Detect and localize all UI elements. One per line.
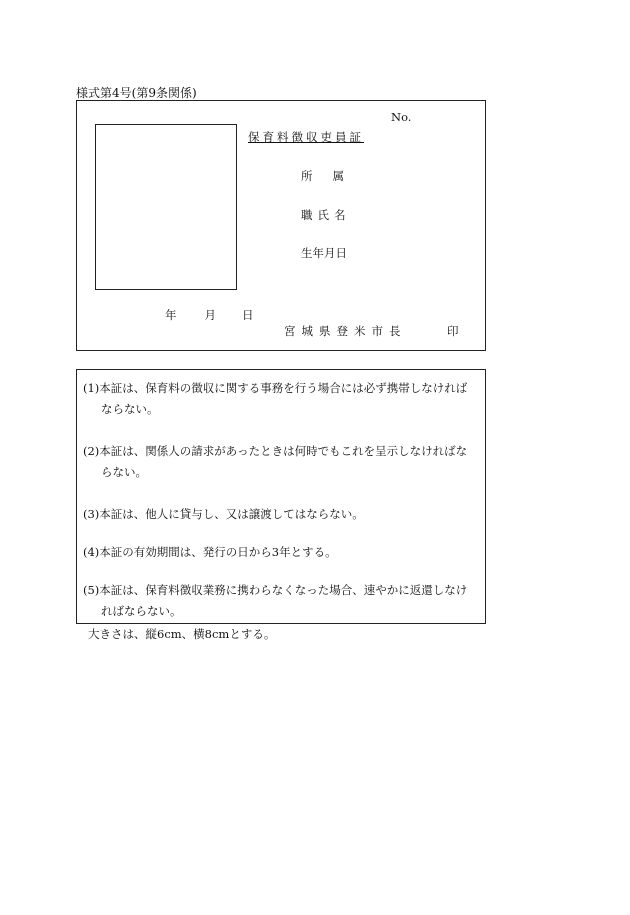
note-line-cont: ならない。	[101, 402, 159, 416]
date-day: 日	[242, 308, 254, 322]
field-dob: 生年月日	[301, 246, 347, 260]
note-2	[83, 441, 481, 483]
note-4	[83, 542, 481, 563]
date-month: 月	[204, 308, 216, 322]
note-1	[83, 378, 481, 420]
note-line-cont: ればならない。	[101, 604, 182, 618]
issuer: 宮城県登米市長	[284, 324, 407, 338]
card-title: 保育料徴収吏員証	[248, 130, 364, 144]
date-year: 年	[165, 308, 177, 322]
note-line: (5)本証は、保育料徴収業務に携わらなくなった場合、速やかに返還しなけ	[83, 583, 468, 597]
note-line: (3)本証は、他人に貸与し、又は譲渡してはならない。	[83, 507, 364, 521]
note-5	[83, 580, 481, 622]
note-line-cont: らない。	[101, 465, 147, 479]
id-card	[76, 100, 486, 351]
issue-date	[165, 307, 254, 323]
note-line: (1)本証は、保育料の徴収に関する事務を行う場合には必ず携帯しなければ	[83, 381, 468, 395]
card-number-label: No.	[391, 110, 412, 124]
note-3	[83, 504, 481, 525]
field-affiliation: 所属	[301, 169, 364, 183]
note-line: (4)本証の有効期間は、発行の日から3年とする。	[83, 545, 337, 559]
photo-box	[95, 124, 237, 290]
field-name: 職氏名	[301, 208, 351, 222]
notes-box	[76, 369, 486, 624]
note-line: (2)本証は、関係人の請求があったときは何時でもこれを呈示しなければな	[83, 444, 468, 458]
form-label: 様式第4号(第9条関係)	[76, 86, 197, 100]
seal-mark: 印	[447, 324, 459, 338]
size-footnote: 大きさは、縦6cm、横8cmとする。	[88, 627, 276, 641]
